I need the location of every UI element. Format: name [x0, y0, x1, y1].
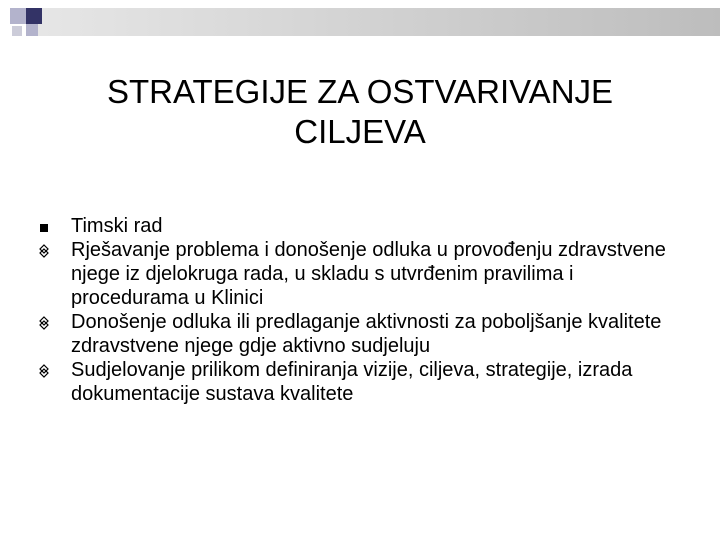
accent-square-light-large — [10, 8, 26, 24]
diamond-bullet-icon — [36, 238, 54, 262]
bullet-item-4 — [36, 358, 696, 406]
bullet-item-3 — [36, 310, 696, 358]
slide-title — [40, 72, 680, 152]
accent-square-light-small — [12, 26, 22, 36]
corner-decoration — [0, 0, 720, 50]
bullet-text-1: Timski rad — [71, 215, 163, 237]
bullet-item-2 — [36, 238, 696, 310]
accent-square-light — [26, 24, 38, 36]
bullet-item-1 — [36, 214, 696, 238]
accent-square-dark — [26, 8, 42, 24]
bullet-text-4: Sudjelovanje prilikom definiranja vizije, ciljeva, strategije, izrada dokumentacije sustava kvalitete — [71, 359, 633, 405]
bullet-text-3: Donošenje odluka ili predlaganje aktivnosti za poboljšanje kvalitete zdravstvene njege gdje aktivno sudjeluju — [71, 311, 662, 357]
title-line-2: CILJEVA — [294, 113, 426, 150]
top-gradient-bar — [38, 8, 720, 36]
square-bullet-icon — [36, 214, 54, 238]
diamond-bullet-icon — [36, 310, 54, 334]
diamond-bullet-icon — [36, 358, 54, 382]
accent-square-white — [2, 0, 10, 8]
bullet-text-2: Rješavanje problema i donošenje odluka u provođenju zdravstvene njege iz djelokruga rada, u skladu s utvrđenim pravilima i procedurama u Klinici — [71, 239, 666, 309]
bullet-list — [36, 214, 696, 406]
title-line-1: STRATEGIJE ZA OSTVARIVANJE — [106, 73, 614, 110]
